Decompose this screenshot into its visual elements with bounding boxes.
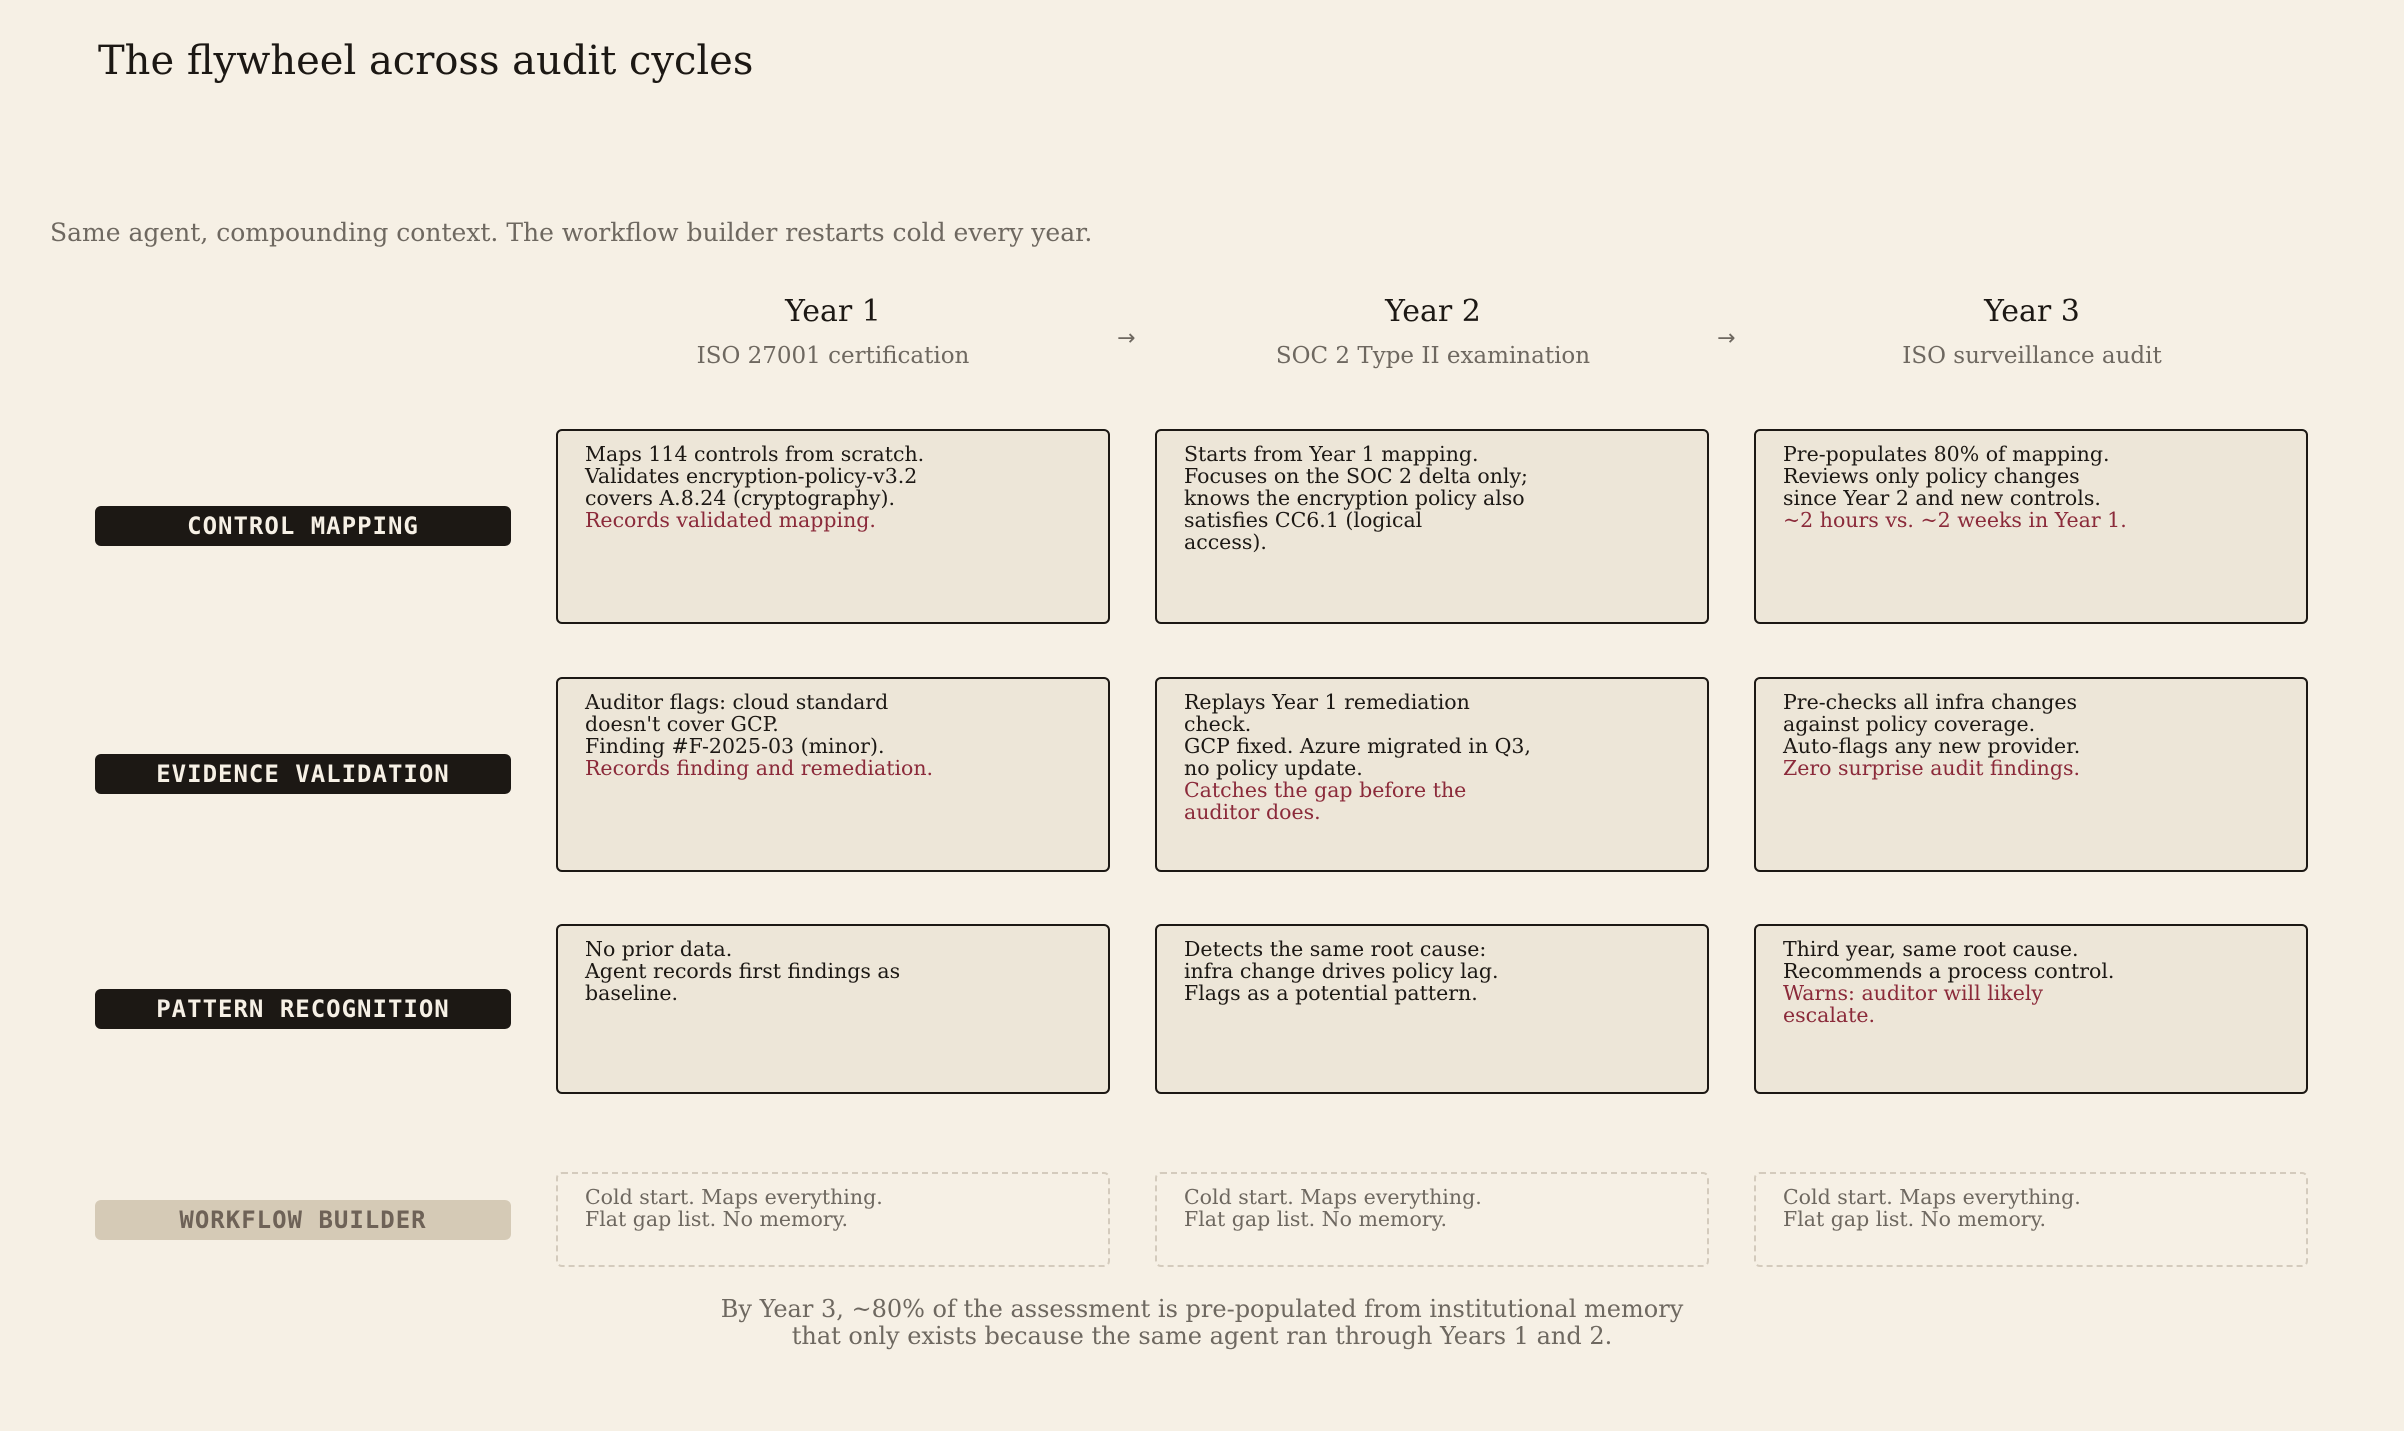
cell-line: GCP fixed. Azure migrated in Q3, <box>1184 734 1531 758</box>
cell-line: Flags as a potential pattern. <box>1184 981 1478 1005</box>
cell-line: Cold start. Maps everything. <box>585 1185 883 1209</box>
year-subtitle: ISO surveillance audit <box>1902 343 2162 369</box>
cell-line: Replays Year 1 remediation <box>1184 690 1470 714</box>
page-title: The flywheel across audit cycles <box>98 38 754 84</box>
year-header-1 <box>555 294 1111 369</box>
cell-line: check. <box>1184 712 1252 736</box>
cell-row1-year3 <box>1754 429 2308 624</box>
cell-line: Validates encryption-policy-v3.2 <box>585 464 918 488</box>
cell-line: Flat gap list. No memory. <box>585 1207 848 1231</box>
cell-row1-year2 <box>1155 429 1709 624</box>
cell-highlight-line: Records validated mapping. <box>585 508 876 532</box>
cell-line: Flat gap list. No memory. <box>1783 1207 2046 1231</box>
cell-row3-year2 <box>1155 924 1709 1094</box>
cell-highlight-line: Warns: auditor will likely <box>1783 981 2043 1005</box>
row-label-evidence-validation: EVIDENCE VALIDATION <box>95 754 511 794</box>
arrow-right-icon: → <box>1717 326 1736 351</box>
arrow-right-icon: → <box>1117 326 1136 351</box>
cell-row4-year3 <box>1754 1172 2308 1267</box>
cell-line: Detects the same root cause: <box>1184 937 1487 961</box>
cell-line: Maps 114 controls from scratch. <box>585 442 925 466</box>
row-label-control-mapping: CONTROL MAPPING <box>95 506 511 546</box>
cell-line: Reviews only policy changes <box>1783 464 2080 488</box>
cell-line: no policy update. <box>1184 756 1363 780</box>
cell-line: Cold start. Maps everything. <box>1184 1185 1482 1209</box>
cell-line: doesn't cover GCP. <box>585 712 779 736</box>
year-header-3 <box>1754 294 2310 369</box>
cell-line: Pre-checks all infra changes <box>1783 690 2078 714</box>
cell-row4-year1 <box>556 1172 1110 1267</box>
cell-line: No prior data. <box>585 937 733 961</box>
cell-row3-year3 <box>1754 924 2308 1094</box>
year-subtitle: ISO 27001 certification <box>696 343 970 369</box>
cell-line: infra change drives policy lag. <box>1184 959 1499 983</box>
cell-highlight-line: ~2 hours vs. ~2 weeks in Year 1. <box>1783 508 2127 532</box>
cell-highlight-line: auditor does. <box>1184 800 1321 824</box>
cell-line: Third year, same root cause. <box>1783 937 2079 961</box>
year-title: Year 1 <box>785 294 881 329</box>
cell-row1-year1 <box>556 429 1110 624</box>
footer-note <box>600 1296 1804 1350</box>
cell-line: Starts from Year 1 mapping. <box>1184 442 1479 466</box>
cell-row2-year2 <box>1155 677 1709 872</box>
cell-line: Pre-populates 80% of mapping. <box>1783 442 2110 466</box>
cell-line: knows the encryption policy also <box>1184 486 1525 510</box>
cell-line: Finding #F-2025-03 (minor). <box>585 734 885 758</box>
cell-row3-year1 <box>556 924 1110 1094</box>
footer-line: By Year 3, ~80% of the assessment is pre-populated from institutional memory <box>720 1295 1684 1323</box>
cell-line: Auto-flags any new provider. <box>1783 734 2081 758</box>
footer-line: that only exists because the same agent ran through Years 1 and 2. <box>791 1322 1613 1350</box>
page-subtitle: Same agent, compounding context. The workflow builder restarts cold every year. <box>50 218 1093 247</box>
cell-line: access). <box>1184 530 1267 554</box>
row-label-pattern-recognition: PATTERN RECOGNITION <box>95 989 511 1029</box>
cell-line: Cold start. Maps everything. <box>1783 1185 2081 1209</box>
cell-highlight-line: Zero surprise audit findings. <box>1783 756 2080 780</box>
cell-highlight-line: escalate. <box>1783 1003 1876 1027</box>
cell-line: since Year 2 and new controls. <box>1783 486 2101 510</box>
cell-line: baseline. <box>585 981 678 1005</box>
cell-row2-year1 <box>556 677 1110 872</box>
cell-row2-year3 <box>1754 677 2308 872</box>
cell-line: Agent records first findings as <box>585 959 901 983</box>
cell-highlight-line: Catches the gap before the <box>1184 778 1467 802</box>
cell-row4-year2 <box>1155 1172 1709 1267</box>
cell-line: covers A.8.24 (cryptography). <box>585 486 895 510</box>
cell-line: Focuses on the SOC 2 delta only; <box>1184 464 1528 488</box>
cell-line: Auditor flags: cloud standard <box>585 690 889 714</box>
year-title: Year 3 <box>1984 294 2080 329</box>
cell-line: Flat gap list. No memory. <box>1184 1207 1447 1231</box>
row-label-workflow-builder: WORKFLOW BUILDER <box>95 1200 511 1240</box>
year-subtitle: SOC 2 Type II examination <box>1275 343 1591 369</box>
cell-highlight-line: Records finding and remediation. <box>585 756 934 780</box>
year-title: Year 2 <box>1385 294 1481 329</box>
cell-line: Recommends a process control. <box>1783 959 2115 983</box>
cell-line: against policy coverage. <box>1783 712 2036 736</box>
year-header-2 <box>1155 294 1711 369</box>
cell-line: satisfies CC6.1 (logical <box>1184 508 1423 532</box>
